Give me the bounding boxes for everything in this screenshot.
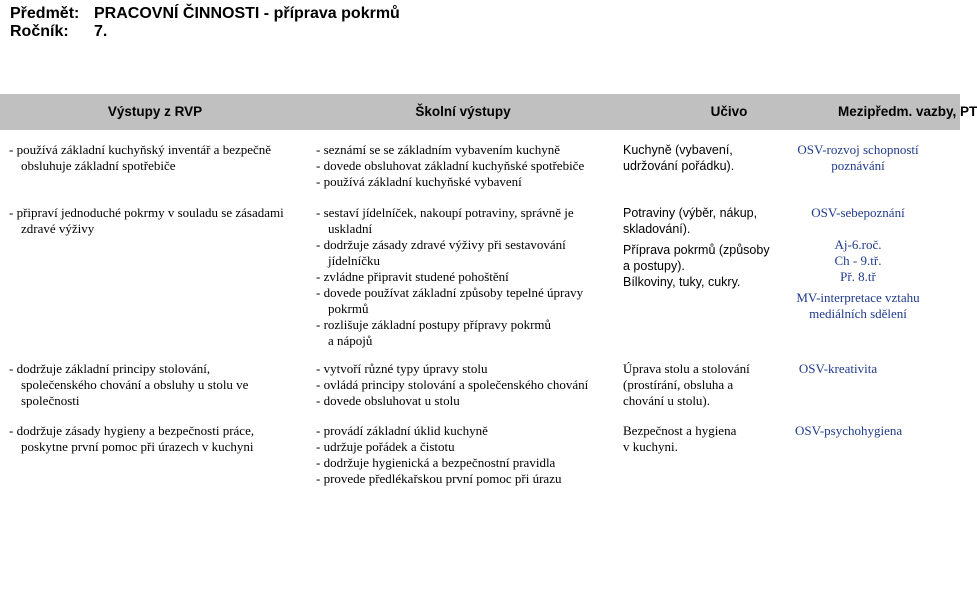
column-header-vazby: Mezipředm. vazby, PT <box>838 104 977 119</box>
text-line: OSV-sebepoznání <box>811 205 905 220</box>
text-line: - dodržuje zásady hygieny a bezpečnosti práce, <box>9 423 255 438</box>
text-line: - sestaví jídelníček, nakoupí potraviny, správně je <box>316 205 574 220</box>
text-line: OSV-kreativita <box>798 361 878 376</box>
text-line: - vytvoří různé typy úpravy stolu <box>316 361 488 376</box>
row4-vazby <box>795 423 955 439</box>
text-line: společnosti <box>21 393 80 408</box>
row1-skolni <box>316 142 616 190</box>
row2-skolni <box>316 205 616 349</box>
text-line: Př. 8.tř <box>840 269 876 284</box>
row2-vazby <box>778 205 938 322</box>
text-line: MV-interpretace vztahu <box>796 290 920 305</box>
text-line: a postupy). <box>623 259 685 273</box>
text-line: zdravé výživy <box>21 221 95 236</box>
text-line: - zvládne připravit studené pohoštění <box>316 269 509 284</box>
text-line: - rozlišuje základní postupy přípravy pokrmů <box>316 317 552 332</box>
column-header-ucivo: Učivo <box>710 104 748 119</box>
text-line: - ovládá principy stolování a společenského chování <box>316 377 589 392</box>
text-line: - dovede obsluhovat základní kuchyňské spotřebiče <box>316 158 585 173</box>
text-line: mediálních sdělení <box>809 306 907 321</box>
text-line: Potraviny (výběr, nákup, <box>623 206 758 220</box>
text-line: Aj-6.roč. <box>834 237 882 252</box>
text-line: - dodržuje hygienická a bezpečnostní pravidla <box>316 455 556 470</box>
text-line: - udržuje pořádek a čistotu <box>316 439 455 454</box>
text-line: poznávání <box>831 158 885 173</box>
text-line: obsluhuje základní spotřebiče <box>21 158 176 173</box>
text-line: Bílkoviny, tuky, cukry. <box>623 275 741 289</box>
row2-ucivo <box>623 205 783 290</box>
grade-value: 7. <box>94 23 108 40</box>
text-line: OSV-rozvoj schopností <box>797 142 919 157</box>
text-line: - dodržuje základní principy stolování, <box>9 361 211 376</box>
row4-ucivo <box>623 423 783 455</box>
text-line: - provádí základní úklid kuchyně <box>316 423 488 438</box>
text-line: společenského chování a obsluhy u stolu ve <box>21 377 249 392</box>
subject-label: Předmět: <box>10 5 80 22</box>
subject-value: PRACOVNÍ ČINNOSTI - příprava pokrmů <box>94 5 400 22</box>
text-line: chování u stolu). <box>623 393 711 408</box>
text-line: - používá základní kuchyňské vybavení <box>316 174 522 189</box>
grade-line <box>10 23 107 41</box>
text-line: - provede předlékařskou první pomoc při úrazu <box>316 471 562 486</box>
text-line: Příprava pokrmů (způsoby <box>623 243 770 257</box>
row3-vazby <box>758 361 918 377</box>
text-line: Bezpečnost a hygiena <box>623 423 737 438</box>
row3-rvp <box>9 361 309 409</box>
row3-skolni <box>316 361 616 409</box>
row1-vazby <box>778 142 938 174</box>
row4-skolni <box>316 423 616 487</box>
column-header-rvp: Výstupy z RVP <box>107 104 203 119</box>
text-line: v kuchyni. <box>623 439 678 454</box>
column-header-skolni: Školní výstupy <box>415 104 511 119</box>
text-line: skladování). <box>623 222 691 236</box>
text-line: - připraví jednoduché pokrmy v souladu se zásadami <box>9 205 284 220</box>
text-line: - dodržuje zásady zdravé výživy při sestavování <box>316 237 566 252</box>
row1-rvp <box>9 142 309 174</box>
text-line: OSV-psychohygiena <box>795 423 903 438</box>
row4-rvp <box>9 423 309 455</box>
text-line: (prostírání, obsluha a <box>623 377 734 392</box>
text-line: - používá základní kuchyňský inventář a bezpečně <box>9 142 272 157</box>
text-line: - dovede používat základní způsoby tepelné úpravy <box>316 285 584 300</box>
subject-line <box>10 5 400 23</box>
text-line: jídelníčku <box>328 253 380 268</box>
text-line: - dovede obsluhovat u stolu <box>316 393 460 408</box>
text-line: udržování pořádku). <box>623 159 735 173</box>
text-line: poskytne první pomoc při úrazech v kuchyni <box>21 439 254 454</box>
row1-ucivo <box>623 142 783 174</box>
text-line: a nápojů <box>328 333 373 348</box>
text-line: Úprava stolu a stolování <box>623 361 750 376</box>
text-line: Kuchyně (vybavení, <box>623 143 733 157</box>
text-line: pokrmů <box>328 301 369 316</box>
text-line: - seznámí se se základním vybavením kuchyně <box>316 142 561 157</box>
row2-rvp <box>9 205 309 237</box>
grade-label: Ročník: <box>10 23 69 40</box>
text-line: uskladní <box>328 221 373 236</box>
text-line: Ch - 9.tř. <box>834 253 882 268</box>
